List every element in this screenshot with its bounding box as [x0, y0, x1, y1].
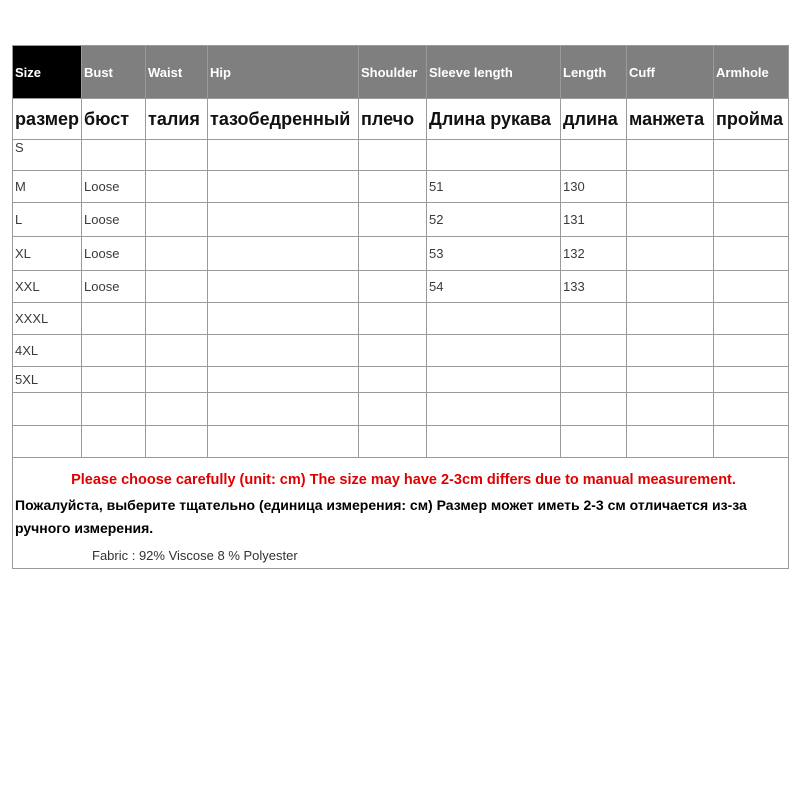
table-cell: [627, 237, 714, 271]
table-cell: [359, 203, 427, 237]
table-cell: [627, 426, 714, 458]
table-cell: [359, 271, 427, 303]
table-cell: Loose: [82, 171, 146, 203]
table-cell: 133: [561, 271, 627, 303]
table-cell: [146, 140, 208, 171]
table-cell: [714, 237, 789, 271]
table-cell: [427, 335, 561, 367]
table-cell: [359, 140, 427, 171]
table-cell: [208, 271, 359, 303]
table-cell: [714, 393, 789, 426]
table-cell: S: [13, 140, 82, 171]
table-cell: [13, 393, 82, 426]
table-cell: 4XL: [13, 335, 82, 367]
table-cell: [561, 367, 627, 393]
table-cell: [561, 426, 627, 458]
table-cell: L: [13, 203, 82, 237]
table-cell: [714, 203, 789, 237]
table-row: [13, 237, 789, 271]
table-cell: [82, 335, 146, 367]
table-cell: [208, 303, 359, 335]
table-cell: [359, 367, 427, 393]
table-cell: [146, 335, 208, 367]
table-cell: [146, 271, 208, 303]
table-cell: 51: [427, 171, 561, 203]
table-cell: [714, 335, 789, 367]
header-armhole: Armhole: [714, 46, 789, 99]
header-row-russian: [13, 99, 789, 140]
table-cell: [627, 271, 714, 303]
table-cell: [146, 203, 208, 237]
table-cell: [208, 335, 359, 367]
table-cell: 52: [427, 203, 561, 237]
table-row: [13, 203, 789, 237]
size-chart-table: [12, 45, 789, 569]
table-cell: [714, 171, 789, 203]
table-cell: [208, 203, 359, 237]
table-row: [13, 335, 789, 367]
header-hip: Hip: [208, 46, 359, 99]
table-cell: [146, 393, 208, 426]
table-cell: [561, 303, 627, 335]
table-cell: [146, 367, 208, 393]
header-waist: Waist: [146, 46, 208, 99]
table-cell: [208, 171, 359, 203]
table-cell: Loose: [82, 271, 146, 303]
table-cell: M: [13, 171, 82, 203]
note-russian: Пожалуйста, выберите тщательно (единица измерения: см) Размер может иметь 2-3 см отличается из-за ручного измерения.: [15, 497, 747, 536]
table-cell: [561, 140, 627, 171]
table-cell: [427, 393, 561, 426]
table-cell: XXXL: [13, 303, 82, 335]
fabric-composition: Fabric : 92% Viscose 8 % Polyester: [92, 548, 298, 563]
table-cell: [82, 367, 146, 393]
table-cell: [359, 426, 427, 458]
header-shoulder: Shoulder: [359, 46, 427, 99]
table-cell: [627, 303, 714, 335]
header-ru-hip: тазобедренный: [208, 99, 359, 140]
table-cell: [561, 335, 627, 367]
table-cell: [82, 393, 146, 426]
table-cell: [627, 393, 714, 426]
header-row-english: [13, 46, 789, 99]
table-row: [13, 140, 789, 171]
header-ru-cuff: манжета: [627, 99, 714, 140]
table-cell: [359, 393, 427, 426]
table-cell: [208, 393, 359, 426]
table-row: [13, 271, 789, 303]
table-row: [13, 367, 789, 393]
table-cell: [208, 426, 359, 458]
note-english: Please choose carefully (unit: cm) The size may have 2-3cm differs due to manual measurement.: [71, 472, 736, 488]
header-ru-size: размер: [13, 99, 82, 140]
table-cell: [146, 426, 208, 458]
table-cell: [359, 303, 427, 335]
table-cell: [627, 335, 714, 367]
table-cell: 131: [561, 203, 627, 237]
header-ru-waist: талия: [146, 99, 208, 140]
table-cell: [208, 140, 359, 171]
table-cell: [146, 237, 208, 271]
table-cell: [208, 367, 359, 393]
table-row: [13, 426, 789, 458]
table-cell: [82, 140, 146, 171]
table-cell: [427, 426, 561, 458]
table-cell: [146, 303, 208, 335]
table-cell: Loose: [82, 203, 146, 237]
table-row: [13, 171, 789, 203]
table-cell: [82, 303, 146, 335]
table-cell: [714, 271, 789, 303]
table-cell: [627, 140, 714, 171]
table-cell: [359, 237, 427, 271]
table-cell: [561, 393, 627, 426]
table-cell: 130: [561, 171, 627, 203]
table-cell: [208, 237, 359, 271]
table-cell: [714, 367, 789, 393]
table-row: [13, 303, 789, 335]
table-cell: [146, 171, 208, 203]
table-cell: [714, 303, 789, 335]
table-cell: [714, 140, 789, 171]
header-length: Length: [561, 46, 627, 99]
table-cell: 54: [427, 271, 561, 303]
header-ru-sleeve-length: Длина рукава: [427, 99, 561, 140]
table-cell: [427, 140, 561, 171]
header-size: Size: [13, 46, 82, 99]
table-cell: 53: [427, 237, 561, 271]
table-cell: XL: [13, 237, 82, 271]
table-cell: [359, 335, 427, 367]
table-cell: [427, 303, 561, 335]
table-cell: [627, 171, 714, 203]
table-cell: Loose: [82, 237, 146, 271]
table-cell: [714, 426, 789, 458]
table-cell: [427, 367, 561, 393]
header-sleeve-length: Sleeve length: [427, 46, 561, 99]
table-cell: [627, 203, 714, 237]
table-cell: [627, 367, 714, 393]
header-ru-bust: бюст: [82, 99, 146, 140]
header-cuff: Cuff: [627, 46, 714, 99]
table-row: [13, 393, 789, 426]
header-ru-armhole: пройма: [714, 99, 789, 140]
table-cell: XXL: [13, 271, 82, 303]
table-cell: [13, 426, 82, 458]
table-cell: 132: [561, 237, 627, 271]
header-ru-length: длина: [561, 99, 627, 140]
table-cell: 5XL: [13, 367, 82, 393]
header-bust: Bust: [82, 46, 146, 99]
table-cell: [82, 426, 146, 458]
header-ru-shoulder: плечо: [359, 99, 427, 140]
table-cell: [359, 171, 427, 203]
